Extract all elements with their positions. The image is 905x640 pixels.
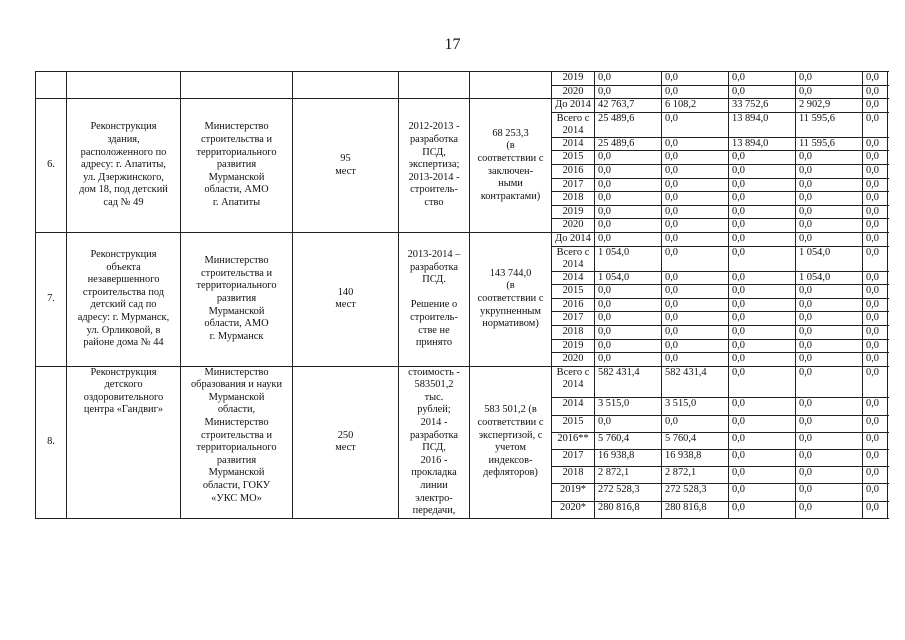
year-cell: 2016 [552,164,595,178]
year-cell: До 2014 [552,99,595,113]
empty-customer-cell [181,72,293,99]
value-cell: 0,0 [595,325,662,339]
value-cell: 5 760,4 [662,432,729,449]
value-cell: 0,0 [863,246,888,271]
year-cell: 2020 [552,219,595,233]
value-cell: 0,0 [796,415,863,432]
value-cell: 1 054,0 [796,271,863,285]
year-cell: 2016 [552,298,595,312]
value-cell: 0,0 [863,432,888,449]
value-cell: 0,0 [796,484,863,501]
year-cell: 2019* [552,484,595,501]
page-number: 17 [444,36,461,53]
year-cell: 2016** [552,432,595,449]
project-name-cell: Реконструкция здания, расположенного по адресу: г. Апатиты, ул. Дзержинского, дом 18, под детский сад № 49 [67,99,181,233]
value-cell: 2 902,9 [796,99,863,113]
value-cell: 42 763,7 [595,99,662,113]
value-cell: 13 894,0 [729,137,796,151]
value-cell: 0,0 [863,501,888,518]
value-cell: 1 054,0 [796,246,863,271]
value-cell: 0,0 [662,298,729,312]
value-cell: 0,0 [729,312,796,326]
value-cell: 0,0 [796,339,863,353]
year-cell: 2020 [552,353,595,367]
value-cell: 0,0 [595,415,662,432]
value-cell: 0,0 [662,232,729,246]
value-cell: 3 515,0 [595,398,662,415]
value-cell: 0,0 [863,353,888,367]
value-cell: 0,0 [729,398,796,415]
value-cell: 6 108,2 [662,99,729,113]
value-cell: 0,0 [595,72,662,86]
value-cell: 582 431,4 [662,366,729,398]
value-cell: 0,0 [796,366,863,398]
year-cell: 2017 [552,178,595,192]
value-cell: 0,0 [729,467,796,484]
project-cost-cell: 583 501,2 (в соответствии с экспертизой, с учетом индексов- дефляторов) [470,366,552,518]
value-cell: 0,0 [863,99,888,113]
year-cell: 2020* [552,501,595,518]
value-cell: 1 054,0 [595,271,662,285]
table-row [36,232,888,246]
value-cell: 0,0 [729,192,796,206]
value-cell: 0,0 [595,219,662,233]
value-cell: 13 894,0 [729,112,796,137]
value-cell: 0,0 [662,85,729,99]
value-cell: 0,0 [662,112,729,137]
empty-num-cell [36,72,67,99]
value-cell: 0,0 [863,298,888,312]
value-cell: 0,0 [796,298,863,312]
value-cell: 0,0 [729,501,796,518]
year-cell: 2014 [552,398,595,415]
value-cell: 0,0 [662,137,729,151]
table-row [36,72,888,86]
value-cell: 0,0 [863,312,888,326]
value-cell: 0,0 [796,205,863,219]
value-cell: 0,0 [863,449,888,466]
value-cell: 0,0 [796,164,863,178]
project-customer-cell: Министерство образования и науки Мурманской области, Министерство строительства и территориального развития Мурманской области, ГОКУ «УКС МО» [181,366,293,518]
year-cell: 2018 [552,467,595,484]
value-cell: 0,0 [796,467,863,484]
value-cell: 11 595,6 [796,112,863,137]
value-cell: 0,0 [595,353,662,367]
year-cell: 2019 [552,205,595,219]
project-stage-cell: 2012-2013 - разработка ПСД, экспертиза; 2013-2014 - строитель- ство [399,99,470,233]
value-cell: 0,0 [729,415,796,432]
value-cell: 0,0 [729,285,796,299]
value-cell: 272 528,3 [595,484,662,501]
value-cell: 0,0 [729,484,796,501]
value-cell: 0,0 [595,192,662,206]
year-cell: 2014 [552,137,595,151]
value-cell: 11 595,6 [796,137,863,151]
value-cell: 0,0 [863,415,888,432]
value-cell: 0,0 [796,219,863,233]
value-cell: 0,0 [729,219,796,233]
value-cell: 280 816,8 [662,501,729,518]
value-cell: 0,0 [662,72,729,86]
year-cell: 2019 [552,339,595,353]
year-cell: 2018 [552,192,595,206]
value-cell: 0,0 [662,178,729,192]
value-cell: 0,0 [662,205,729,219]
project-stage-cell: стоимость - 583501,2 тыс. рублей; 2014 - разработка ПСД, 2016 - прокладка линии электро- передачи, [399,366,470,518]
project-customer-cell: Министерство строительства и территориального развития Мурманской области, АМО г. Апатиты [181,99,293,233]
value-cell: 0,0 [863,325,888,339]
value-cell: 0,0 [863,484,888,501]
value-cell: 0,0 [662,339,729,353]
value-cell: 0,0 [863,137,888,151]
value-cell: 0,0 [595,178,662,192]
table-row [36,366,888,398]
value-cell: 0,0 [595,298,662,312]
value-cell: 0,0 [662,285,729,299]
value-cell: 0,0 [796,432,863,449]
value-cell: 0,0 [595,85,662,99]
project-name-cell: Реконструкция объекта незавершенного строительства под детский сад по адресу: г. Мурманск, ул. Орликовой, в районе дома № 44 [67,232,181,366]
value-cell: 0,0 [662,415,729,432]
year-cell: До 2014 [552,232,595,246]
value-cell: 0,0 [863,232,888,246]
value-cell: 0,0 [729,353,796,367]
value-cell: 0,0 [863,366,888,398]
value-cell: 0,0 [729,271,796,285]
value-cell: 0,0 [796,72,863,86]
value-cell: 0,0 [796,449,863,466]
value-cell: 0,0 [863,339,888,353]
value-cell: 3 515,0 [662,398,729,415]
empty-capacity-cell [293,72,399,99]
value-cell: 0,0 [796,232,863,246]
value-cell: 0,0 [595,232,662,246]
project-number-cell: 8. [36,366,67,518]
project-stage-cell: 2013-2014 – разработка ПСД. Решение о строитель- стве не принято [399,232,470,366]
year-cell: 2015 [552,151,595,165]
value-cell: 0,0 [863,398,888,415]
value-cell: 0,0 [729,151,796,165]
value-cell: 0,0 [662,246,729,271]
value-cell: 0,0 [662,164,729,178]
value-cell: 0,0 [729,339,796,353]
investment-table [35,71,888,519]
project-customer-cell: Министерство строительства и территориального развития Мурманской области, АМО г. Мурманск [181,232,293,366]
project-number-cell: 6. [36,99,67,233]
year-cell: Всего с 2014 [552,246,595,271]
value-cell: 0,0 [796,312,863,326]
project-capacity-cell: 250 мест [293,366,399,518]
empty-stage-cell [399,72,470,99]
value-cell: 0,0 [729,72,796,86]
year-cell: 2020 [552,85,595,99]
value-cell: 0,0 [595,205,662,219]
project-name-cell: Реконструкция детского оздоровительного центра «Гандвиг» [67,366,181,518]
value-cell: 0,0 [595,151,662,165]
value-cell: 5 760,4 [595,432,662,449]
value-cell: 0,0 [796,85,863,99]
value-cell: 0,0 [662,192,729,206]
value-cell: 0,0 [729,366,796,398]
value-cell: 33 752,6 [729,99,796,113]
value-cell: 0,0 [796,192,863,206]
value-cell: 582 431,4 [595,366,662,398]
value-cell: 0,0 [729,164,796,178]
value-cell: 0,0 [729,205,796,219]
value-cell: 2 872,1 [662,467,729,484]
year-cell: 2018 [552,325,595,339]
year-cell: 2015 [552,285,595,299]
value-cell: 0,0 [729,449,796,466]
project-capacity-cell: 140 мест [293,232,399,366]
table-row [36,99,888,113]
value-cell: 0,0 [863,178,888,192]
project-cost-cell: 68 253,3 (в соответствии с заключен- ными контрактами) [470,99,552,233]
project-number-cell: 7. [36,232,67,366]
value-cell: 0,0 [662,151,729,165]
value-cell: 0,0 [662,353,729,367]
value-cell: 280 816,8 [595,501,662,518]
empty-cost-cell [470,72,552,99]
value-cell: 0,0 [863,85,888,99]
value-cell: 0,0 [729,232,796,246]
project-capacity-cell: 95 мест [293,99,399,233]
value-cell: 272 528,3 [662,484,729,501]
value-cell: 0,0 [595,285,662,299]
value-cell: 16 938,8 [662,449,729,466]
value-cell: 0,0 [595,312,662,326]
value-cell: 0,0 [796,285,863,299]
empty-name-cell [67,72,181,99]
value-cell: 0,0 [796,151,863,165]
value-cell: 0,0 [863,271,888,285]
year-cell: 2017 [552,449,595,466]
value-cell: 0,0 [863,112,888,137]
value-cell: 0,0 [662,271,729,285]
value-cell: 0,0 [796,501,863,518]
year-cell: 2015 [552,415,595,432]
year-cell: 2017 [552,312,595,326]
year-cell: 2014 [552,271,595,285]
value-cell: 0,0 [729,246,796,271]
value-cell: 0,0 [796,398,863,415]
value-cell: 0,0 [662,325,729,339]
value-cell: 16 938,8 [595,449,662,466]
value-cell: 0,0 [729,432,796,449]
value-cell: 0,0 [729,298,796,312]
value-cell: 0,0 [595,339,662,353]
value-cell: 0,0 [863,151,888,165]
project-cost-cell: 143 744,0 (в соответствии с укрупненным нормативом) [470,232,552,366]
value-cell: 0,0 [863,285,888,299]
year-cell: Всего с 2014 [552,112,595,137]
value-cell: 0,0 [796,325,863,339]
year-cell: Всего с 2014 [552,366,595,398]
value-cell: 1 054,0 [595,246,662,271]
value-cell: 0,0 [863,219,888,233]
value-cell: 0,0 [863,164,888,178]
value-cell: 0,0 [863,192,888,206]
value-cell: 0,0 [729,85,796,99]
year-cell: 2019 [552,72,595,86]
value-cell: 0,0 [662,219,729,233]
value-cell: 0,0 [863,205,888,219]
value-cell: 0,0 [595,164,662,178]
value-cell: 0,0 [662,312,729,326]
value-cell: 0,0 [729,325,796,339]
value-cell: 0,0 [863,72,888,86]
value-cell: 2 872,1 [595,467,662,484]
value-cell: 0,0 [729,178,796,192]
value-cell: 25 489,6 [595,137,662,151]
value-cell: 0,0 [863,467,888,484]
value-cell: 25 489,6 [595,112,662,137]
value-cell: 0,0 [796,178,863,192]
value-cell: 0,0 [796,353,863,367]
